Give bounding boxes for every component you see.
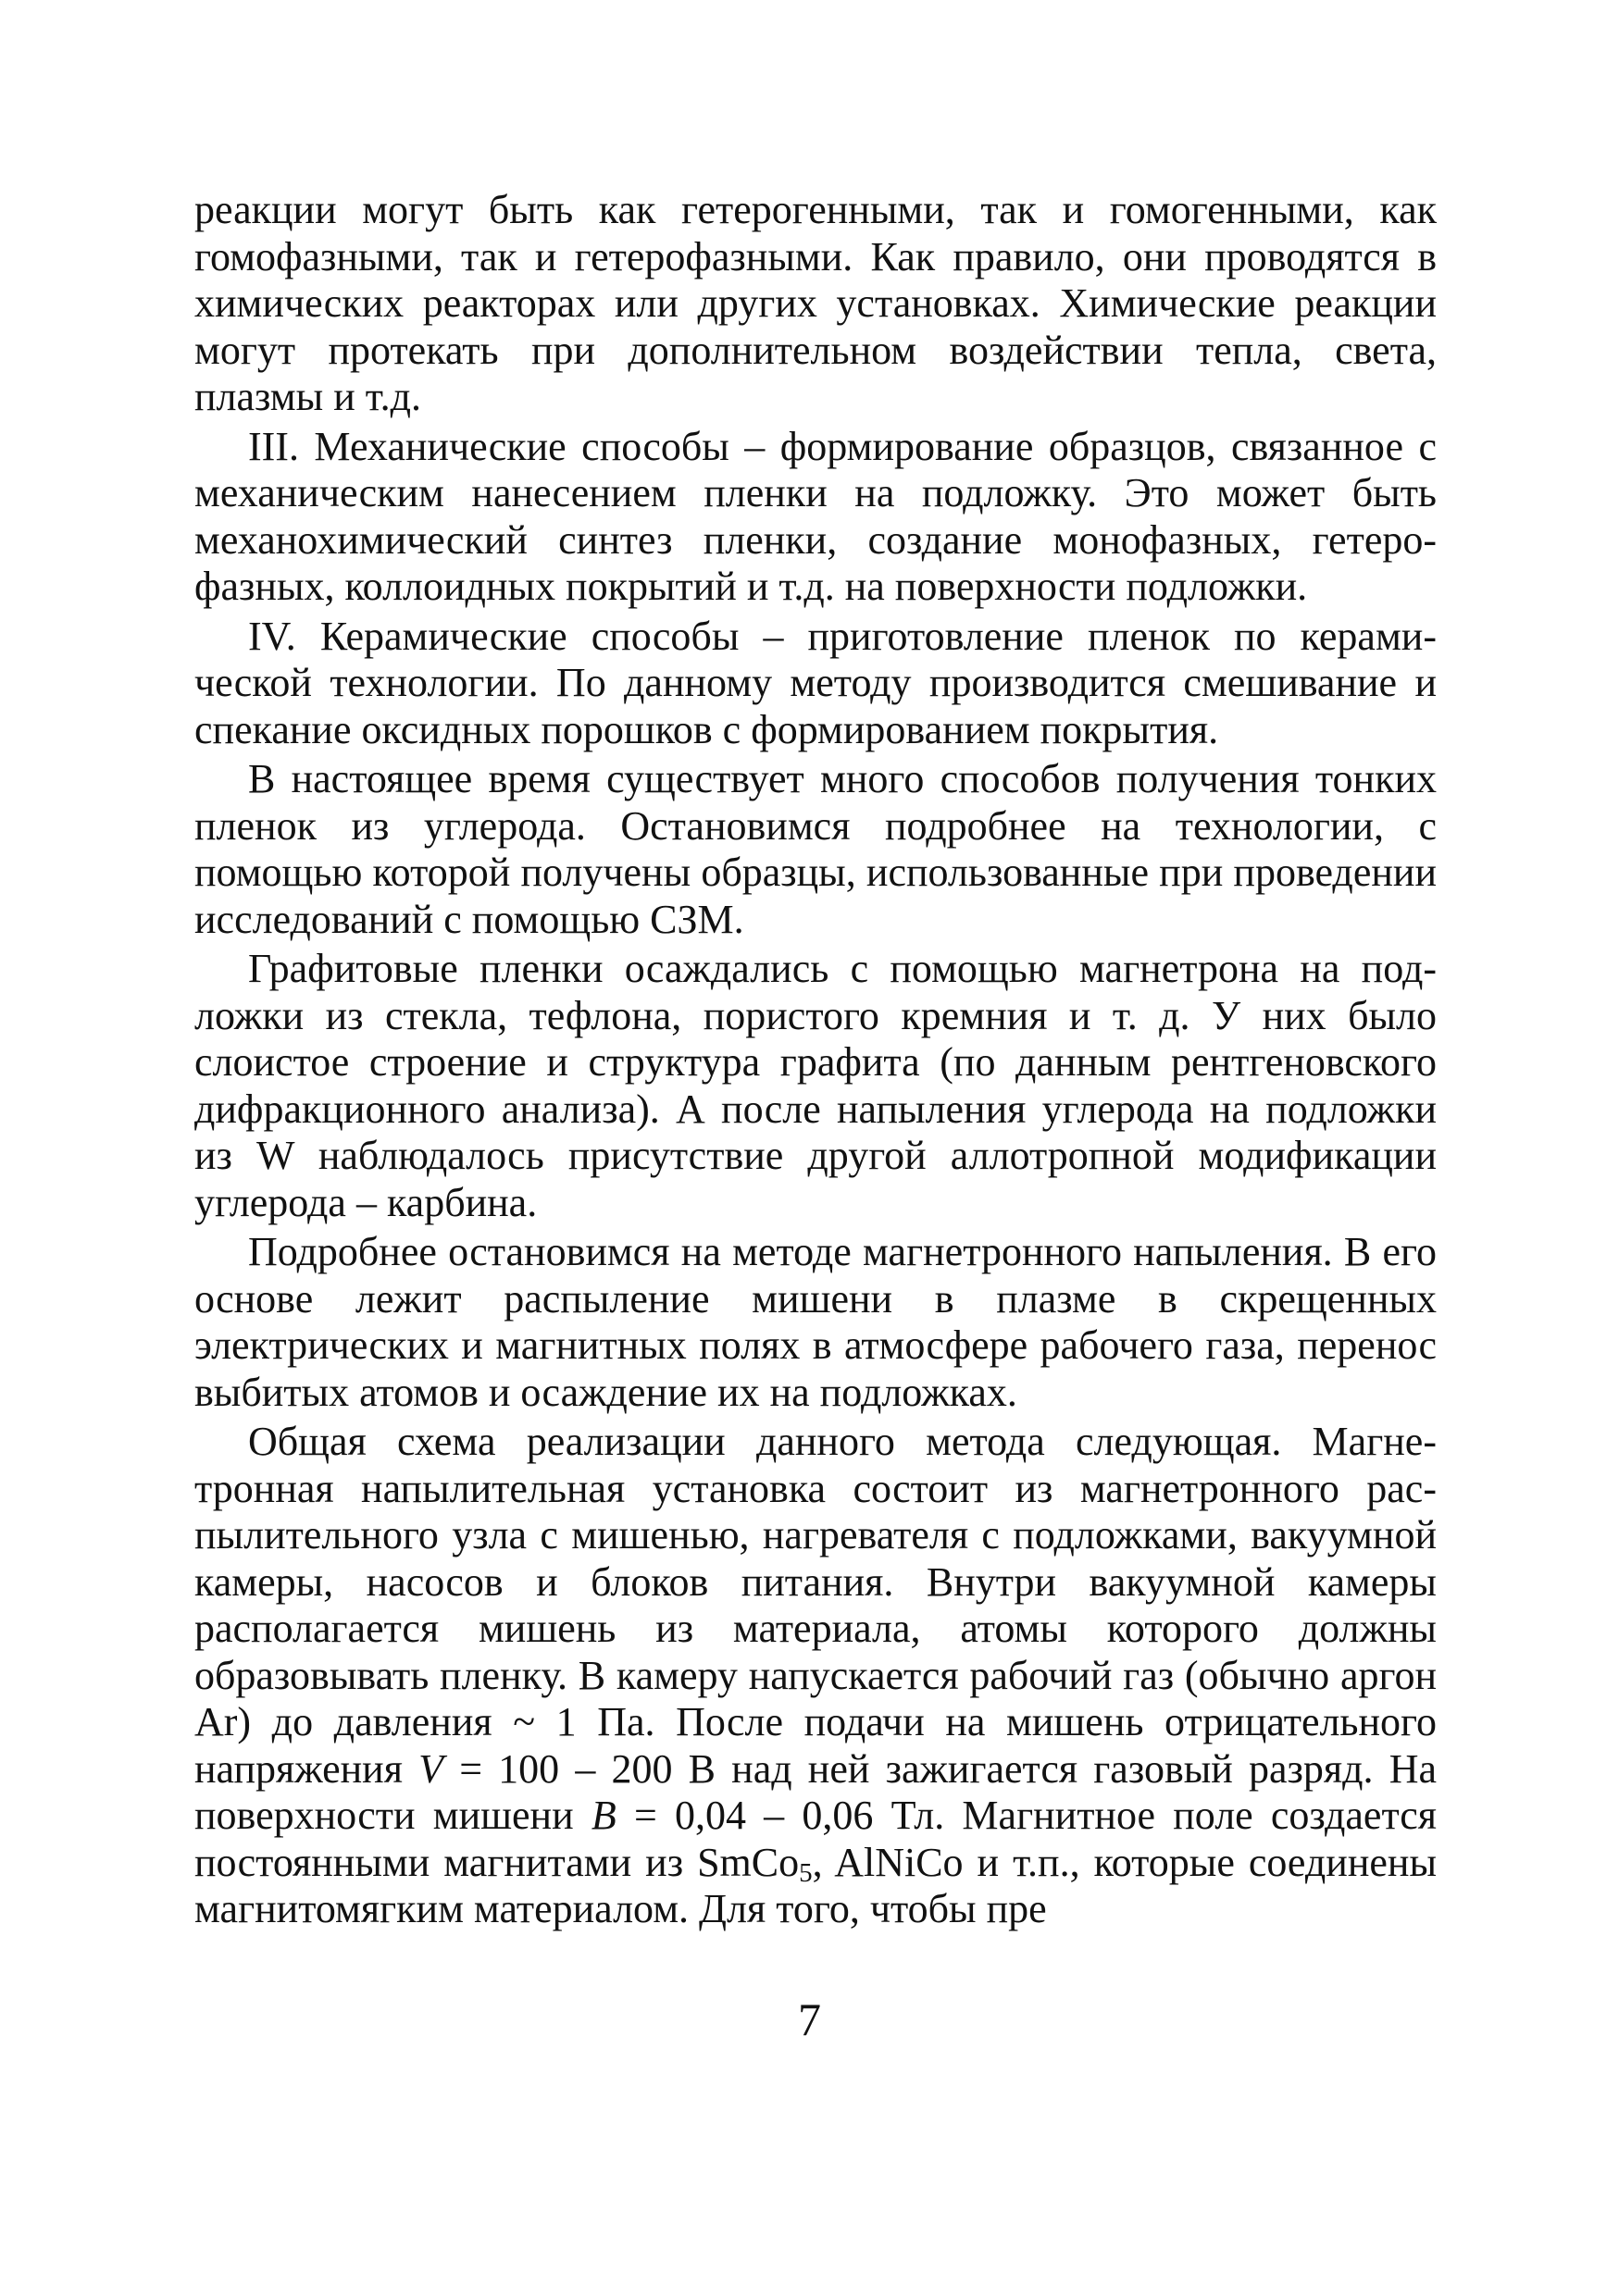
- paragraph-3: IV. Керамические способы – приготовление пленок по керамической технологии. По данному методу производится смешивание и спекание оксидных порошков с формированием покрытия.: [194, 613, 1437, 752]
- paragraph-4: В настоящее время существует много способов получения тонких пленок из углерода. Остановимся подробнее на технологии, с помощью которой получены образцы, использованные при проведении исследований с помощью СЗМ.: [194, 756, 1437, 942]
- paragraph-7-part-4: , AlNiCo и т.п., которые соединены магнитомягким материалом. Для того, чтобы пре: [194, 1839, 1438, 1931]
- paragraph-5: Графитовые пленки осаждались с помощью магнетрона на подложки из стекла, тефлона, пористого кремния и т. д. У них было слоистое строение и структура графита (по данным рентгеновского дифракционного анализа). А после напыления углерода на подложки из W наблюдалось присутствие другой аллотропной модификации углерода – карбина.: [194, 946, 1437, 1225]
- field-symbol: B: [591, 1793, 616, 1838]
- paragraph-7-part-1: Общая схема реализации данного метода следующая. Магнетронная напылительная установка состоит из магнетронного распылительного узла с мишенью, нагревателя с подложками, вакуумной камеры, насосов и блоков питания. Внутри вакуумной камеры располагается мишень из материала, атомы которого должны образовывать пленку. В камеру напускается рабочий газ (обычно аргон Ar) до давления ~ 1 Па. После подачи на мишень отрицательного напряжения: [194, 1419, 1437, 1792]
- paragraph-7-part-2: = 100 – 200 В над ней зажигается газовый разряд. На поверхности мишени: [194, 1745, 1438, 1838]
- paragraph-6: Подробнее остановимся на методе магнетронного напыления. В его основе лежит распыление мишени в плазме в скрещенных электрических и магнитных полях в атмосфере рабочего газа, перенос выбитых атомов и осаждение их на подложках.: [194, 1229, 1437, 1415]
- paragraph-1: реакции могут быть как гетерогенными, так и гомогенными, как гомофазными, так и гетерофазными. Как правило, они проводятся в химических реакторах или других установках. Химические реакции могут протекать при дополнительном воздействии тепла, света, плазмы и т.д.: [194, 187, 1437, 419]
- paragraph-7: [194, 1419, 1437, 1933]
- paragraph-2: III. Механические способы – формирование образцов, связанное с механическим нанесением пленки на подложку. Это может быть механохимический синтез пленки, создание монофазных, гетерофазных, коллоидных покрытий и т.д. на поверхности подложки.: [194, 423, 1437, 609]
- smco-subscript: 5: [799, 1857, 813, 1888]
- page-number: 7: [798, 1993, 821, 2045]
- body-text: [194, 187, 1437, 1933]
- paragraph-7-part-3: = 0,04 – 0,06 Тл. Магнитное поле создается постоянными магнитами из SmCo: [194, 1793, 1437, 1885]
- voltage-symbol: V: [418, 1745, 444, 1792]
